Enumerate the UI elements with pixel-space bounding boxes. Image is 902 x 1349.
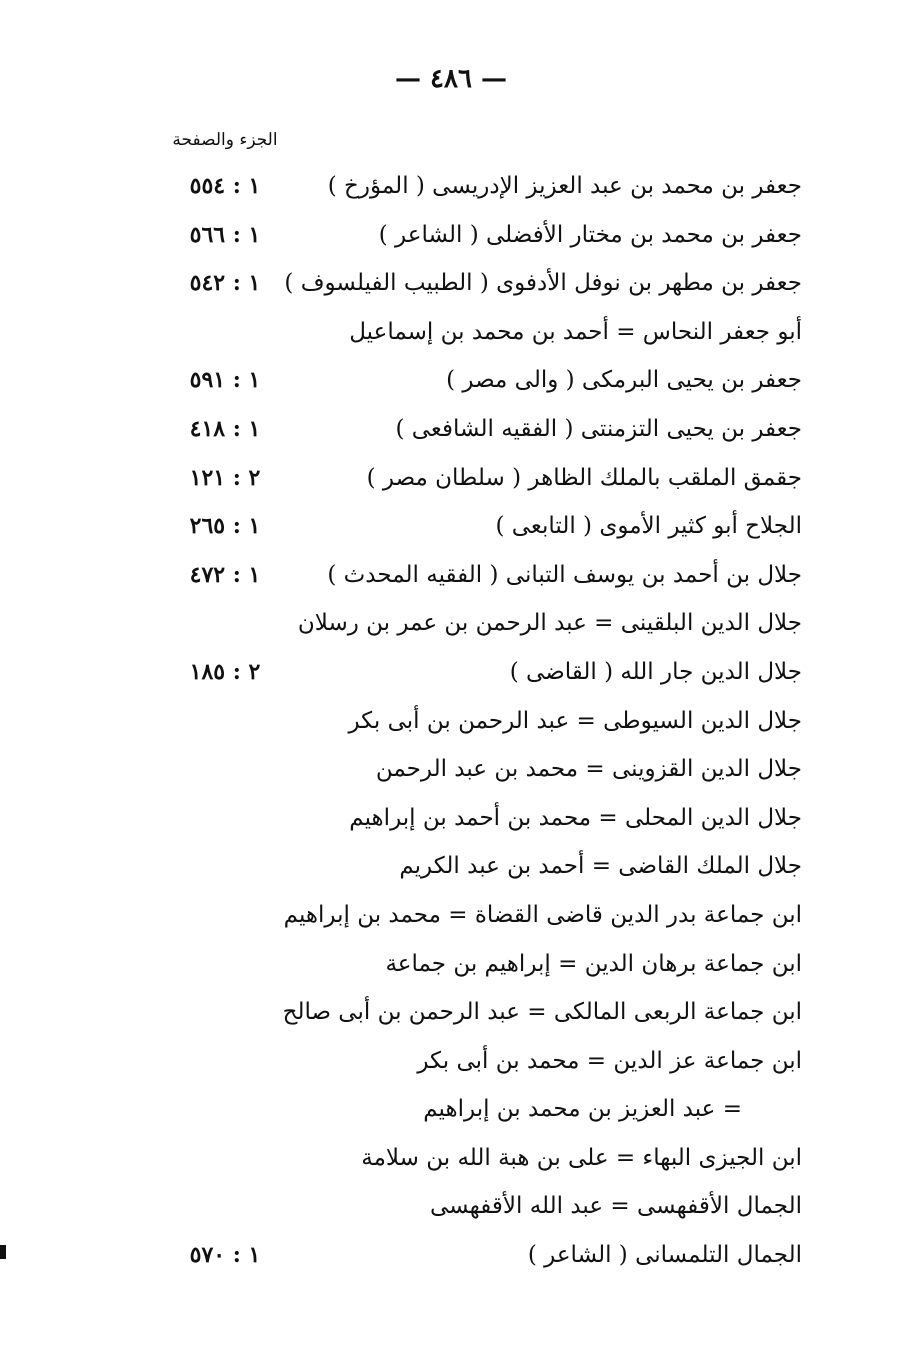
entry-name: جقمق الملقب بالملك الظاهر ( سلطان مصر ) [366,464,802,491]
entry-ref: ١ : ٥٥٤ [189,173,261,199]
entry-name: جلال الدين القزوينى = محمد بن عبد الرحمن [375,756,802,783]
entry-name: جعفر بن محمد بن عبد العزيز الإدريسى ( المؤرخ ) [327,173,802,199]
index-entry [0,842,902,891]
entry-ref: ١ : ٤١٨ [189,415,261,442]
index-entry [0,648,902,697]
index-entry [0,1037,902,1086]
index-entry [0,599,902,648]
entry-ref: ٢ : ١٢١ [189,464,261,491]
index-entry [0,405,902,454]
index-entry [0,988,902,1037]
entry-ref: ١ : ٥٦٦ [189,221,261,248]
entry-ref: ١ : ٥٤٢ [189,270,261,297]
entry-ref: ١ : ٥٩١ [189,367,261,394]
entry-name: ابن جماعة برهان الدين = إبراهيم بن جماعة [385,950,802,977]
entry-name: جعفر بن يحيى البرمكى ( والى مصر ) [446,367,802,394]
entry-name: الجلاح أبو كثير الأموى ( التابعى ) [495,513,802,540]
index-entry [0,940,902,989]
index-entry [0,1182,902,1231]
entry-name: ابن الجيزى البهاء = على بن هبة الله بن سلامة [361,1144,802,1171]
index-entry [0,259,902,308]
index-entry [0,1231,902,1280]
index-entry [0,454,902,503]
entry-name: جلال الملك القاضى = أحمد بن عبد الكريم [399,853,802,880]
index-entry [0,551,902,600]
entry-name: ابن جماعة عز الدين = محمد بن أبى بكر [417,1047,802,1074]
entry-ref: ١ : ٢٦٥ [189,513,261,540]
entry-name: ابن جماعة الربعى المالكى = عبد الرحمن بن أبى صالح [282,999,802,1026]
entry-name: جعفر بن يحيى التزمنتى ( الفقيه الشافعى ) [395,415,802,442]
index-entry [0,745,902,794]
entry-ref: ٢ : ١٨٥ [189,658,261,685]
entry-name: جعفر بن محمد بن مختار الأفضلى ( الشاعر ) [378,221,802,248]
index-entry [0,794,902,843]
entry-name: أبو جعفر النحاس = أحمد بن محمد بن إسماعيل [349,318,802,345]
column-header: الجزء والصفحة [172,130,278,150]
entry-ref: ١ : ٥٧٠ [189,1242,261,1269]
index-entry [0,162,902,211]
index-entry-continuation [0,1085,902,1134]
entry-name: = عبد العزيز بن محمد بن إبراهيم [423,1096,742,1123]
index-entry [0,1134,902,1183]
entry-name: جلال الدين البلقينى = عبد الرحمن بن عمر بن رسلان [297,610,802,637]
index-entries [0,162,902,1280]
index-entry [0,308,902,357]
entry-name: الجمال الأقفهسى = عبد الله الأقفهسى [429,1193,802,1220]
entry-name: جلال بن أحمد بن يوسف التبانى ( الفقيه المحدث ) [327,561,802,588]
entry-ref: ١ : ٤٧٢ [189,561,261,588]
entry-name: جلال الدين المحلى = محمد بن أحمد بن إبراهيم [349,804,802,831]
index-entry [0,697,902,746]
index-entry [0,356,902,405]
index-entry [0,891,902,940]
entry-name: جلال الدين السيوطى = عبد الرحمن بن أبى بكر [348,707,802,734]
index-entry [0,502,902,551]
index-entry [0,211,902,260]
entry-name: ابن جماعة بدر الدين قاضى القضاة = محمد بن إبراهيم [283,901,802,928]
entry-name: جعفر بن مطهر بن نوفل الأدفوى ( الطبيب الفيلسوف ) [284,270,802,297]
margin-mark [0,1245,6,1259]
entry-name: جلال الدين جار الله ( القاضى ) [509,658,802,685]
page-number: — ٤٨٦ — [394,64,508,94]
entry-name: الجمال التلمسانى ( الشاعر ) [527,1242,802,1269]
